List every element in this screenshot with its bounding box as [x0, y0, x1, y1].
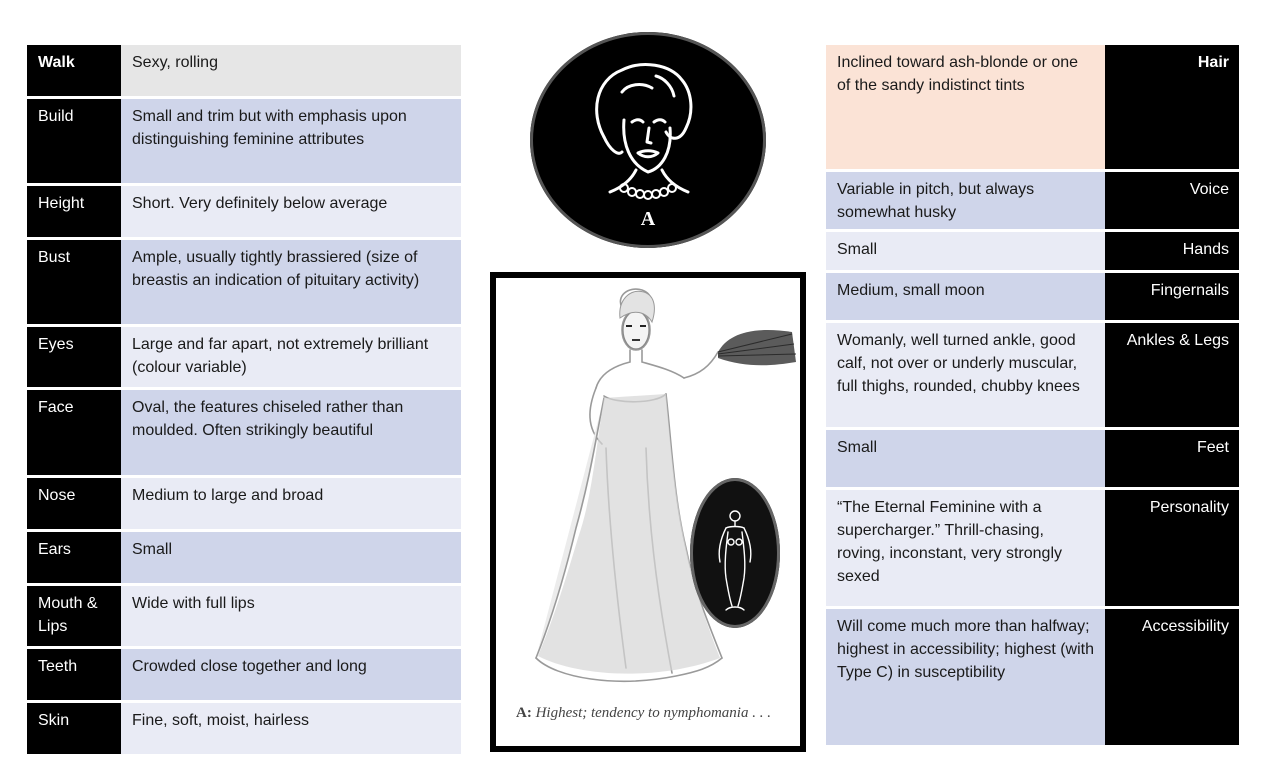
row-label: Fingernails	[1105, 273, 1239, 320]
silhouette-medallion	[690, 478, 780, 628]
table-row	[27, 186, 461, 237]
table-row	[27, 586, 461, 646]
left-attribute-table	[27, 45, 461, 757]
figure-illustration	[490, 272, 806, 752]
table-row	[27, 327, 461, 387]
portrait-medallion	[530, 32, 766, 248]
row-value: Oval, the features chiseled rather than moulded. Often strikingly beautiful	[121, 390, 461, 475]
row-value: “The Eternal Feminine with a supercharger.” Thrill-chasing, roving, inconstant, very strongly sexed	[826, 490, 1105, 606]
row-value: Will come much more than halfway; highest in accessibility; highest (with Type C) in susceptibility	[826, 609, 1105, 745]
table-row	[27, 99, 461, 183]
portrait-type-letter: A	[640, 208, 656, 230]
row-label: Eyes	[27, 327, 121, 387]
row-label: Height	[27, 186, 121, 237]
row-label: Face	[27, 390, 121, 475]
row-value: Sexy, rolling	[121, 45, 461, 96]
row-label: Hands	[1105, 232, 1239, 270]
row-label: Mouth & Lips	[27, 586, 121, 646]
row-value: Small	[826, 232, 1105, 270]
table-row	[27, 478, 461, 529]
row-value: Inclined toward ash-blonde or one of the sandy indistinct tints	[826, 45, 1105, 169]
caption-type: A:	[516, 705, 532, 721]
row-label: Hair	[1105, 45, 1239, 169]
row-label: Skin	[27, 703, 121, 754]
row-value: Ample, usually tightly brassiered (size of breastis an indication of pituitary activity)	[121, 240, 461, 324]
row-label: Ears	[27, 532, 121, 583]
row-value: Small	[121, 532, 461, 583]
table-row	[826, 45, 1239, 169]
row-value: Medium to large and broad	[121, 478, 461, 529]
row-value: Wide with full lips	[121, 586, 461, 646]
caption-text: Highest; tendency to nymphomania . . .	[535, 705, 771, 721]
illustration-caption	[516, 704, 796, 722]
table-row	[826, 172, 1239, 229]
table-row	[826, 430, 1239, 487]
female-silhouette-icon	[690, 478, 780, 628]
row-value: Fine, soft, moist, hairless	[121, 703, 461, 754]
row-label: Personality	[1105, 490, 1239, 606]
table-row	[826, 490, 1239, 606]
table-row	[826, 323, 1239, 427]
table-row	[27, 532, 461, 583]
row-value: Medium, small moon	[826, 273, 1105, 320]
row-label: Accessibility	[1105, 609, 1239, 745]
table-row	[27, 703, 461, 754]
table-row	[27, 240, 461, 324]
table-row	[826, 609, 1239, 745]
table-row	[826, 273, 1239, 320]
row-value: Small	[826, 430, 1105, 487]
row-label: Teeth	[27, 649, 121, 700]
row-label: Bust	[27, 240, 121, 324]
row-label: Feet	[1105, 430, 1239, 487]
right-attribute-table	[826, 45, 1239, 748]
row-value: Short. Very definitely below average	[121, 186, 461, 237]
row-value: Womanly, well turned ankle, good calf, not over or underly muscular, full thighs, rounded, chubby knees	[826, 323, 1105, 427]
table-row	[826, 232, 1239, 270]
row-value: Variable in pitch, but always somewhat husky	[826, 172, 1105, 229]
table-row	[27, 649, 461, 700]
row-value: Large and far apart, not extremely brilliant (colour variable)	[121, 327, 461, 387]
row-label: Nose	[27, 478, 121, 529]
row-value: Crowded close together and long	[121, 649, 461, 700]
row-value: Small and trim but with emphasis upon distinguishing feminine attributes	[121, 99, 461, 183]
table-row	[27, 390, 461, 475]
row-label: Voice	[1105, 172, 1239, 229]
table-row	[27, 45, 461, 96]
row-label: Build	[27, 99, 121, 183]
row-label: Walk	[27, 45, 121, 96]
row-label: Ankles & Legs	[1105, 323, 1239, 427]
